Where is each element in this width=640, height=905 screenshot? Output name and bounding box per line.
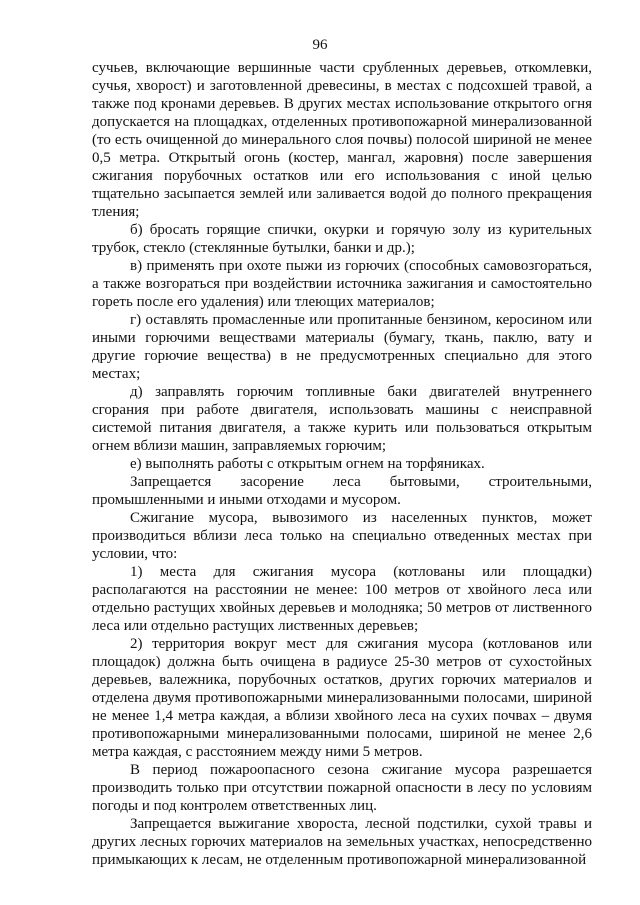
list-item-d: д) заправлять горючим топливные баки двигателей внутреннего сгорания при работе двигателя, использовать машины с неисправной системой питания двигателя, а также курить или пользоваться открытым огнем вблизи машин, заправляемых горючим; — [92, 384, 592, 454]
list-item-v: в) применять при охоте пыжи из горючих (способных самовозгораться, а также возгораться при воздействии источника зажигания и самостоятельно гореть после его удаления) или тлеющих материалов; — [92, 258, 592, 310]
paragraph-continuation: сучьев, включающие вершинные части срубленных деревьев, откомлевки, сучья, хворост) и заготовленной древесины, в местах с подсохшей травой, а также под кронами деревьев. В других местах использование открытого огня допускается на площадках, отделенных противопожарной минерализованной (то есть очищенной до минерального слоя почвы) полосой шириной не менее 0,5 метра. Открытый огонь (костер, мангал, жаровня) после завершения сжигания порубочных остатков или его использования с иной целью тщательно засыпается землей или заливается водой до полного прекращения тления; — [92, 60, 592, 220]
list-item-g: г) оставлять промасленные или пропитанные бензином, керосином или иными горючими веществами материалы (бумагу, ткань, паклю, вату и другие горючие вещества) в не предусмотренных специально для этого местах; — [92, 312, 592, 382]
list-item-e: е) выполнять работы с открытым огнем на торфяниках. — [130, 456, 485, 472]
paragraph-fire-season: В период пожароопасного сезона сжигание мусора разрешается производить только при отсутствии пожарной опасности в лесу по условиям погоды и под контролем ответственных лиц. — [92, 762, 592, 814]
paragraph-burning-ban: Запрещается выжигание хвороста, лесной подстилки, сухой травы и других лесных горючих материалов на земельных участках, непосредственно примыкающих к лесам, не отделенным противопожарной минерализованной — [92, 816, 592, 868]
condition-item-1: 1) места для сжигания мусора (котлованы или площадки) располагаются на расстоянии не менее: 100 метров от хвойного леса или отдельно растущих хвойных деревьев и молодняка; 50 метров от лиственного леса или отдельно растущих лиственных деревьев; — [92, 564, 592, 634]
condition-item-2: 2) территория вокруг мест для сжигания мусора (котлованов или площадок) должна быть очищена в радиусе 25-30 метров от сухостойных деревьев, валежника, порубочных остатков, других горючих материалов и отделена двумя противопожарными минерализованными полосами, шириной не менее 1,4 метра каждая, а вблизи хвойного леса на сухих почвах – двумя противопожарными минерализованными полосами, шириной не менее 2,6 метра каждая, с расстоянием между ними 5 метров. — [92, 636, 592, 760]
list-item-b: б) бросать горящие спички, окурки и горячую золу из курительных трубок, стекло (стеклянные бутылки, банки и др.); — [92, 222, 592, 256]
paragraph-waste-burning: Сжигание мусора, вывозимого из населенных пунктов, может производиться вблизи леса только на специально отведенных местах при условии, что: — [92, 510, 592, 562]
document-body — [92, 59, 592, 869]
paragraph-littering-ban: Запрещается засорение леса бытовыми, строительными, промышленными и иными отходами и мусором. — [92, 474, 592, 508]
page-number: 96 — [312, 37, 328, 53]
